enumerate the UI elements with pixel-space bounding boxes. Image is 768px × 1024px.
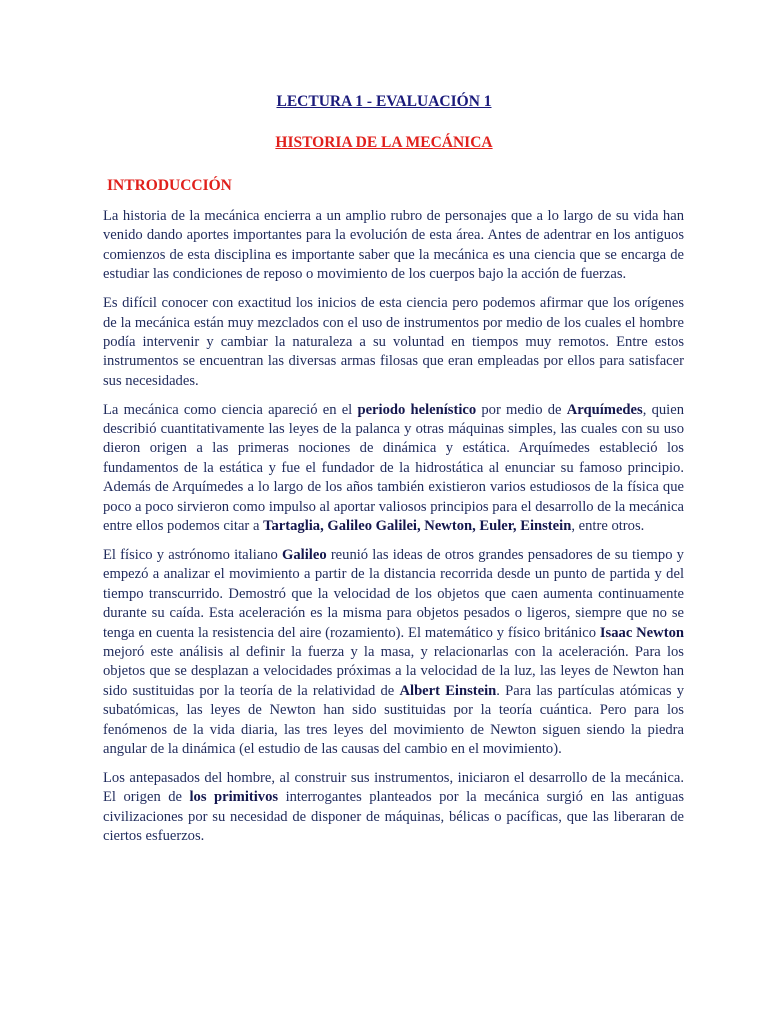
paragraph <box>103 401 684 537</box>
text-run: por medio de <box>476 401 567 418</box>
document-body <box>103 207 684 856</box>
bold-text-run: Isaac Newton <box>599 624 684 641</box>
bold-text-run: periodo helenístico <box>357 401 477 418</box>
section-heading: INTRODUCCIÓN <box>107 177 232 194</box>
text-run: Es difícil conocer con exactitud los inicios de esta ciencia pero podemos afirmar que los orígenes de la mecánica están muy mezclados con el uso de instrumentos por medio de los cuales el hombre podía intervenir y cambiar la naturaleza a su voluntad en tiempos muy remotos. Entre estos instrumentos se encuentran las diversas armas filosas que eran empleadas por ellos para satisfacer sus necesidades. <box>103 295 684 389</box>
text-run: Los antepasados del hombre, al construir sus instrumentos, iniciaron el desarrollo de la mecánica. El origen de <box>103 769 684 806</box>
paragraph <box>103 207 684 285</box>
paragraph <box>103 294 684 391</box>
text-run: La mecánica como ciencia apareció en el <box>103 401 358 418</box>
bold-text-run: Galileo <box>282 547 327 563</box>
bold-text-run: Arquímedes <box>566 401 643 418</box>
text-run: , entre otros. <box>571 518 645 535</box>
text-run: , quien describió cuantitativamente las leyes de la palanca y otras máquinas simples, las cuales con su uso dieron origen a las primeras nociones de dinámica y estática. Arquímedes estableció los fundamentos de la estática y fue el fundador de la hidrostática al enunciar su famoso principio. Además de Arquímedes a lo largo de los años también existieron varios estudiosos de la física que poco a poco sirvieron como impulso al aportar valiosos principios para el desarrollo de la mecánica entre ellos podemos citar a <box>103 401 684 535</box>
text-run: La historia de la mecánica encierra a un amplio rubro de personajes que a lo largo de su vida han venido dando aportes importantes para la evolución de esta área. Antes de adentrar en los antiguos comienzos de esta disciplina es importante saber que la mecánica es una ciencia que se encarga de estudiar las condiciones de reposo o movimiento de los cuerpos bajo la acción de fuerzas. <box>103 208 684 283</box>
document-title: LECTURA 1 - EVALUACIÓN 1 <box>276 93 492 110</box>
text-run: reunió las ideas de otros grandes pensadores de su tiempo y empezó a analizar el movimiento a partir de la distancia recorrida desde un punto de partida y del tiempo transcurrido. Demostró que la velocidad de los objetos que caen aumenta continuamente durante su caída. Esta aceleración es la misma para objetos pesados o ligeros, siempre que no se tenga en cuenta la resistencia del aire (rozamiento). El matemático y físico británico <box>103 547 684 641</box>
text-run: . Para las partículas atómicas y subatómicas, las leyes de Newton han sido sustituidas por la teoría cuántica. Pero para los fenómenos de la vida diaria, las tres leyes del movimiento de Newton siguen siendo la piedra angular de la dinámica (el estudio de las causas del cambio en el movimiento). <box>103 682 684 758</box>
text-run: El físico y astrónomo italiano <box>103 547 283 563</box>
text-run: mejoró este análisis al definir la fuerza y la masa, y relacionarlas con la aceleración. Para los objetos que se desplazan a velocidades próximas a la velocidad de la luz, las leyes de Newton han sido sustituidas por la teoría de la relatividad de <box>103 644 684 699</box>
document-subtitle: HISTORIA DE LA MECÁNICA <box>275 134 493 151</box>
bold-text-run: Albert Einstein <box>399 682 497 699</box>
text-run: interrogantes planteados por la mecánica surgió en las antiguas civilizaciones por su necesidad de disponer de máquinas, bélicas o pacíficas, que las liberaran de ciertos esfuerzos. <box>103 789 684 845</box>
bold-text-run: Tartaglia, Galileo Galilei, Newton, Euler, Einstein <box>263 518 572 535</box>
paragraph <box>103 546 684 759</box>
bold-text-run: los primitivos <box>189 789 279 806</box>
paragraph <box>103 769 684 847</box>
